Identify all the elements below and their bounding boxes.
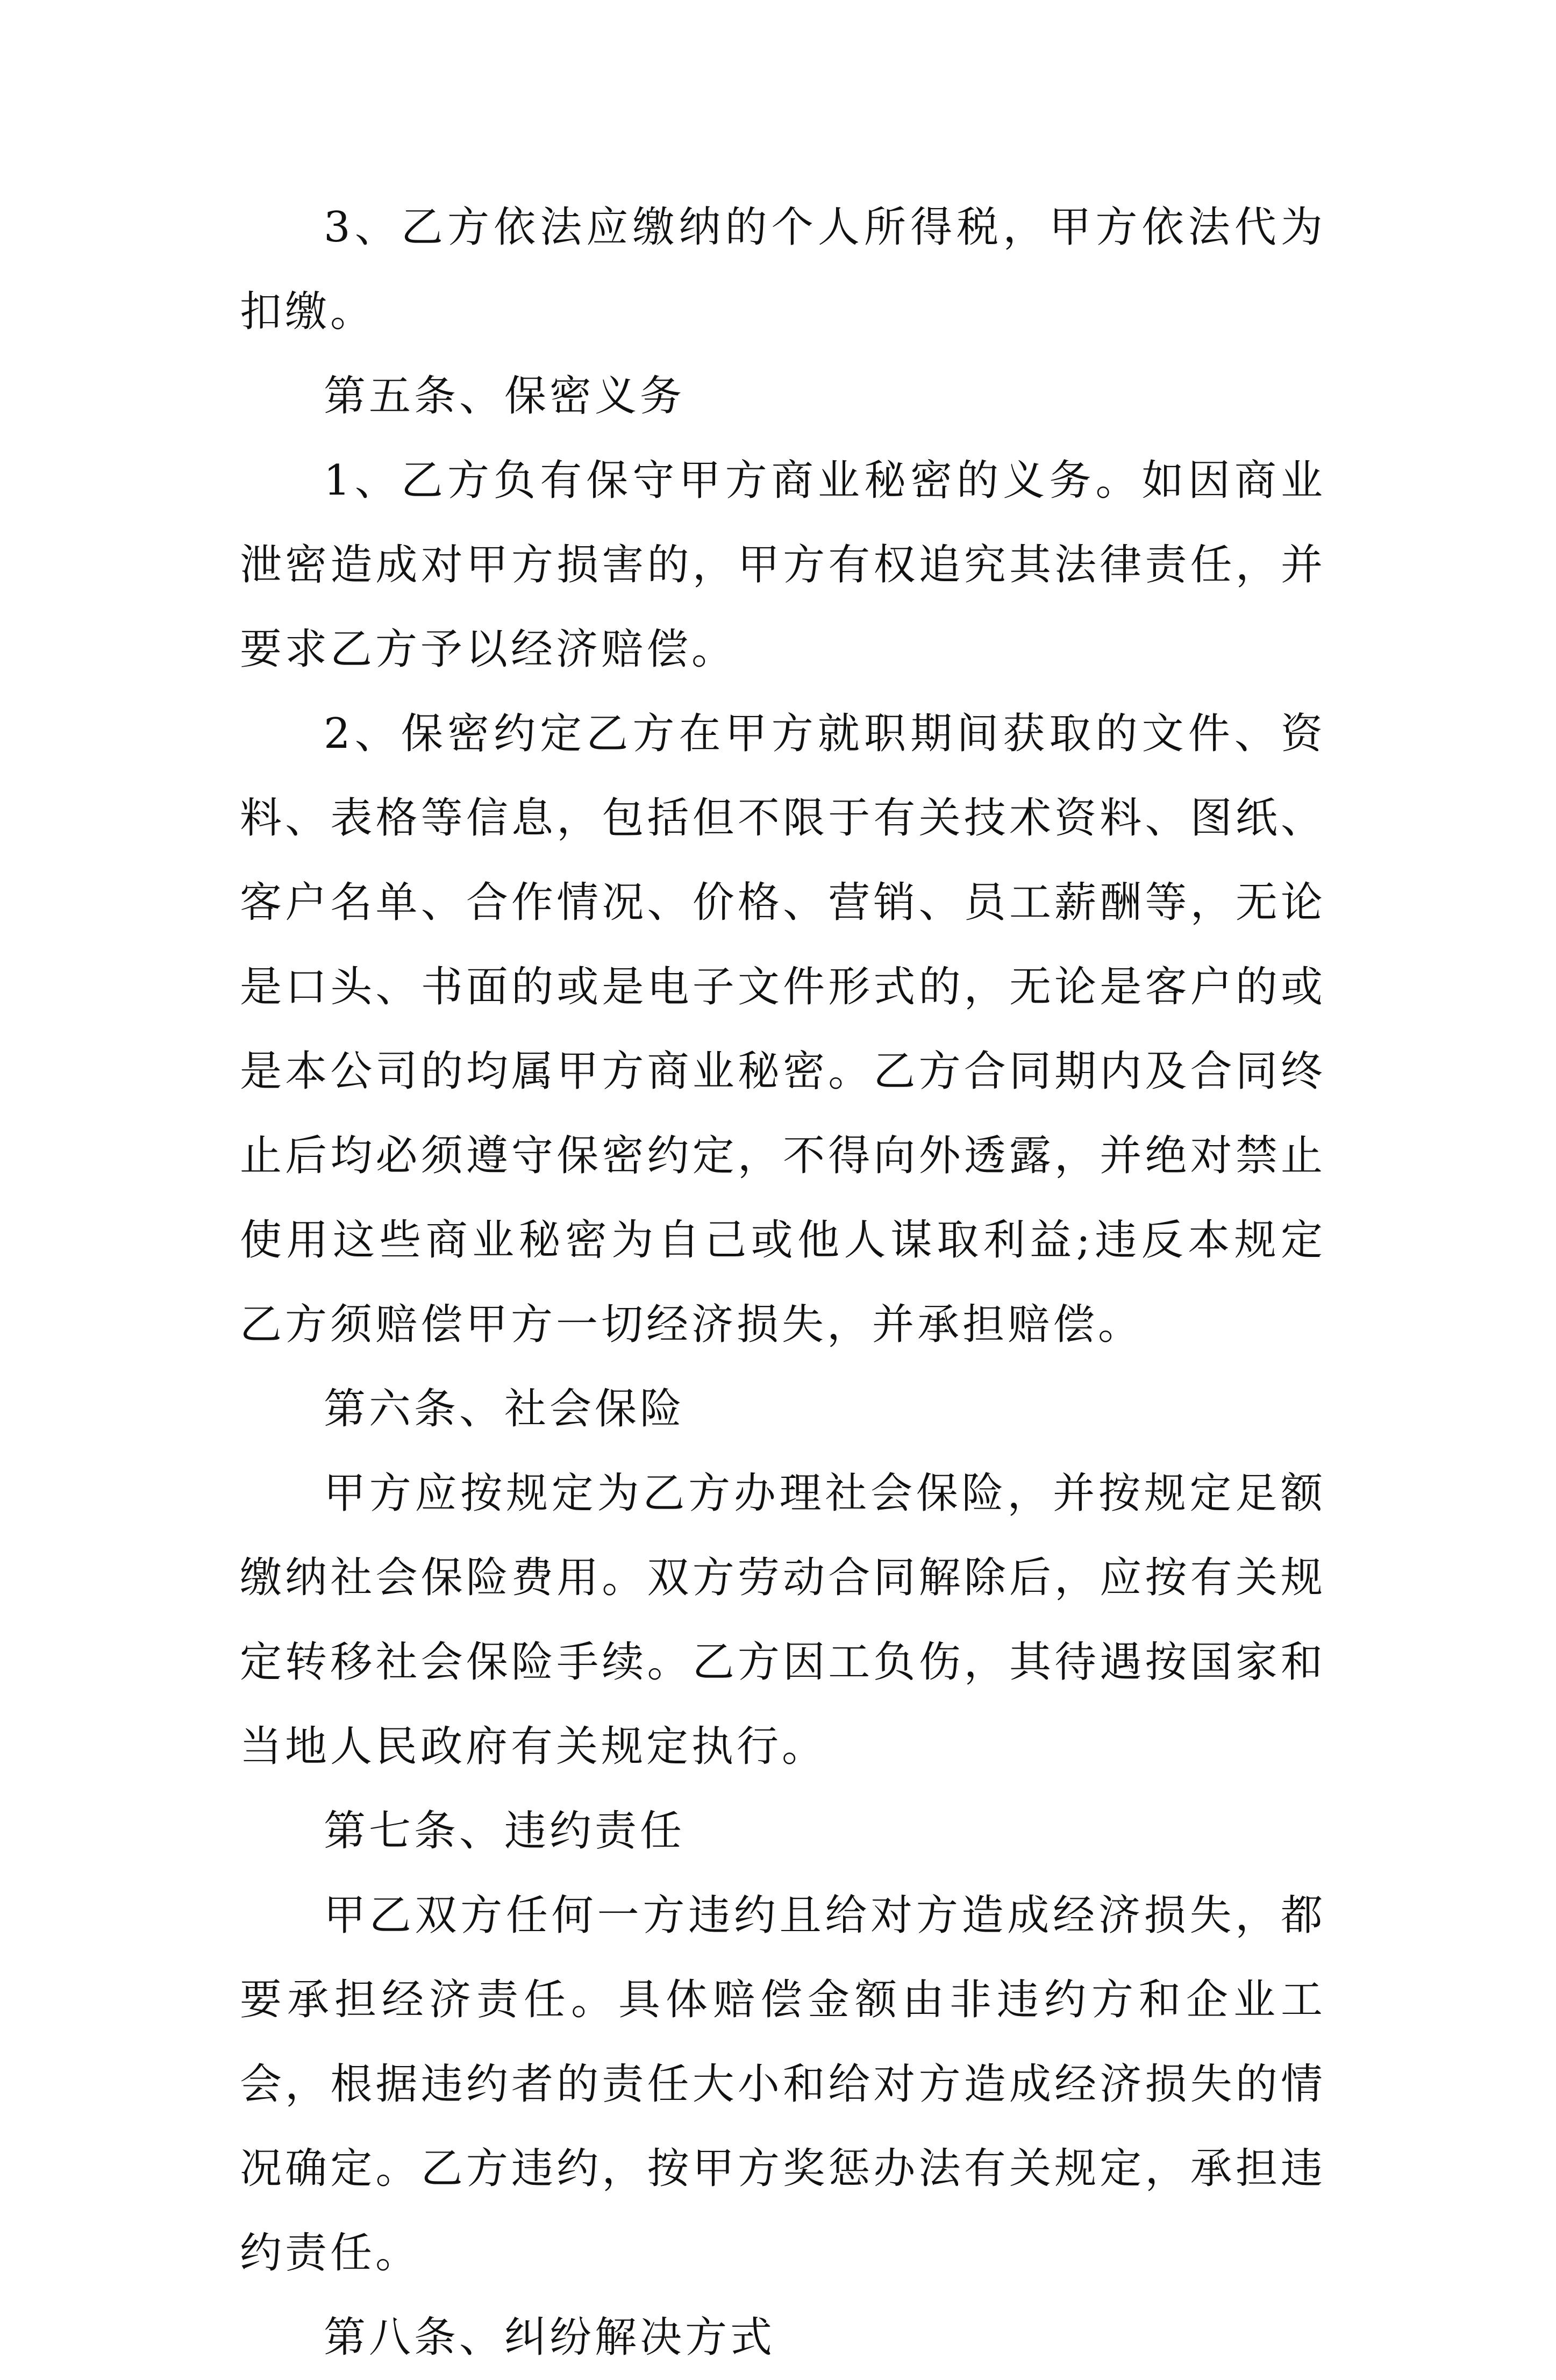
document-body xyxy=(240,185,1326,2380)
paragraph-confidentiality-2: 2、保密约定乙方在甲方就职期间获取的文件、资料、表格等信息，包括但不限于有关技术资料、图纸、客户名单、合作情况、价格、营销、员工薪酬等，无论是口头、书面的或是电子文件形式的，无论是客户的或是本公司的均属甲方商业秘密。乙方合同期内及合同终止后均必须遵守保密约定，不得向外透露，并绝对禁止使用这些商业秘密为自己或他人谋取利益;违反本规定乙方须赔偿甲方一切经济损失，并承担赔偿。 xyxy=(240,710,1326,1349)
paragraph-social-insurance: 甲方应按规定为乙方办理社会保险，并按规定足额缴纳社会保险费用。双方劳动合同解除后，应按有关规定转移社会保险手续。乙方因工负伤，其待遇按国家和当地人民政府有关规定执行。 xyxy=(240,1469,1326,1771)
paragraph-tax: 3、乙方依法应缴纳的个人所得税，甲方依法代为扣缴。 xyxy=(240,203,1326,336)
section-heading-social-insurance: 第六条、社会保险 xyxy=(324,1385,686,1433)
section-heading-dispute: 第八条、纠纷解决方式 xyxy=(324,2313,776,2362)
paragraph-liability: 甲乙双方任何一方违约且给对方造成经济损失，都要承担经济责任。具体赔偿金额由非违约方和企业工会，根据违约者的责任大小和给对方造成经济损失的情况确定。乙方违约，按甲方奖惩办法有关规定，承担违约责任。 xyxy=(240,1891,1326,2277)
paragraph-confidentiality-1: 1、乙方负有保守甲方商业秘密的义务。如因商业泄密造成对甲方损害的，甲方有权追究其法律责任，并要求乙方予以经济赔偿。 xyxy=(240,456,1326,674)
section-heading-confidentiality: 第五条、保密义务 xyxy=(324,372,686,420)
section-heading-liability: 第七条、违约责任 xyxy=(324,1807,686,1855)
